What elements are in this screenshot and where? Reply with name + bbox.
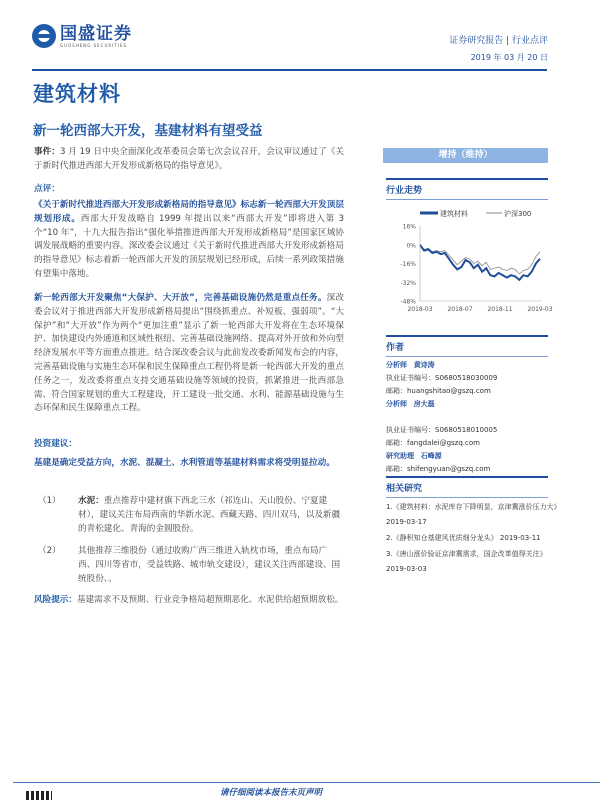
header-divider <box>32 69 547 71</box>
cert-label: 执业证书编号： <box>386 426 435 434</box>
author-2-cert <box>386 425 497 435</box>
para2-text: 深改委会议对于推进西部大开发形成新格局提出“围绕抓重点、补短板、强弱项”。“大保护”和“大开放”作为两个“更加注重”显示了新一轮西部大开发将在生态环境保护、加快建设内外通道和区域性枢纽、完善基础设施网络、提高对外开放和外向型经济发展水平等方面重点推进。结合深改委会议与此前发改委新闻发布会的内容，完善基础设施与实施生态环保和民生保障重点工程仍将是新一轮西部大开发的重点任务之一，发改委将重点支持交通基础设施等领域的投资，抓紧推进一批西部急需、符合国家规划的重大工程建设，开工建设一批交通、水利、能源基础设施与生态环保和民生保障重点工程。 <box>34 293 344 414</box>
logo-en: GUOSHENG SECURITIES <box>60 42 128 48</box>
related-item-2[interactable] <box>386 533 541 543</box>
trend-top-rule <box>386 178 548 180</box>
author-1-mail[interactable] <box>386 386 491 396</box>
logo-mark-icon <box>32 24 56 48</box>
x-tick-label: 2019-03 <box>527 306 553 313</box>
author-2-mail[interactable] <box>386 438 480 448</box>
item-number: （1） <box>38 496 61 506</box>
x-tick-label: 2018-11 <box>487 306 513 313</box>
footer-disclaimer: 请仔细阅读本报告末页声明 <box>220 788 323 798</box>
recommend-item-1 <box>34 494 344 536</box>
item-text: 其他推荐三维股份（通过收购广西三维进入轨枕市场，重点布局广西、四川等省市，受益铁路、城市轨交建设），建议关注西部建设、国统股份、。 <box>78 546 341 584</box>
item-text: 重点推荐中建材旗下西北三水（祁连山、天山股份、宁夏建材），建议关注布局西南的华新水泥、西藏天路、四川双马，以及新疆的青松建化、青海的金圆股份。 <box>78 496 341 534</box>
para2-highlight: 新一轮西部大开发聚焦“大保护、大开放”，完善基础设施仍然是重点任务。 <box>34 293 327 303</box>
event-text: 3 月 19 日中央全面深化改革委员会第七次会议召开，会议审议通过了《关于新时代推进西部大开发形成新格局的指导意见》。 <box>34 147 344 171</box>
author-1-cert <box>386 373 497 383</box>
author-role: 研究助理 <box>386 452 414 460</box>
event-paragraph <box>34 146 344 174</box>
invest-label: 投资建议： <box>34 439 77 449</box>
author-role: 分析师 <box>386 400 407 408</box>
paragraph-2 <box>34 292 344 416</box>
risk-paragraph <box>34 594 344 608</box>
related-title: 相关研究 <box>386 481 548 498</box>
related-date-3: 2019-03-03 <box>386 565 427 573</box>
comment-label: 点评： <box>34 184 60 194</box>
rating-badge: 增持（维持） <box>383 148 548 163</box>
related-item-3[interactable]: 3.《唐山涨价验证京津冀需求，国企改革值得关注》 <box>386 550 547 558</box>
sector-title: 建筑材料 <box>33 82 121 106</box>
y-tick-label: -48% <box>400 298 416 306</box>
report-date: 2019 年 03 月 20 日 <box>470 53 548 62</box>
mail-label: 邮箱： <box>386 465 407 473</box>
authors-top-rule <box>386 335 548 337</box>
author-name: 黄诗涛 <box>413 361 435 369</box>
report-type: 证券研究报告 | 行业点评 <box>449 36 548 46</box>
recommend-item-2 <box>34 544 344 586</box>
related-item-1[interactable]: 1.《建筑材料：水泥库存下降明显，京津冀涨价压力大》 <box>386 503 561 511</box>
author-name: 房大磊 <box>413 400 435 408</box>
author-1 <box>386 360 435 370</box>
related-title-2[interactable]: 2.《静积知仓基建风优质细分龙头》 <box>386 534 498 542</box>
mail-link[interactable]: shifengyuan@gszq.com <box>407 465 491 473</box>
item-key: 水泥： <box>78 496 104 506</box>
author-role: 分析师 <box>386 361 407 369</box>
series-line-sector <box>420 245 540 280</box>
x-tick-label: 2018-07 <box>447 306 473 313</box>
legend-label-index: 沪深300 <box>504 210 532 218</box>
trend-title: 行业走势 <box>386 183 548 200</box>
report-title: 新一轮西部大开发，基建材料有望受益 <box>33 123 263 139</box>
cert-number: S0680518030009 <box>435 374 498 382</box>
para1-text: 西部大开发战略自 1999 年提出以来“西部大开发”即将进入第 3 个“10 年”，十九大报告指出“强化举措推进西部大开发形成新格局”是国家区域协调发展战略的重要内容。深改委会议通过《关于新时代推进西部大开发形成新格局的指导意见》标志着新一轮西部大开发的顶层规划已经形成，后续一系列政策措施有望集中落地。 <box>34 213 344 279</box>
invest-highlight: 基建是确定受益方向，水泥、混凝土、水利管道等基建材料需求将受明显拉动。 <box>34 458 335 468</box>
trend-chart <box>378 205 553 317</box>
para1-highlight: 《关于新时代推进西部大开发形成新格局的指导意见》标志新一轮西部大开发顶层规划形成。 <box>34 200 344 224</box>
related-date-1: 2019-03-17 <box>386 518 427 526</box>
x-tick-label: 2018-03 <box>407 306 433 313</box>
footer-divider <box>13 782 600 783</box>
y-tick-label: -16% <box>400 261 416 268</box>
y-tick-label: -32% <box>400 279 416 287</box>
logo-name: 国盛证券 <box>60 23 132 44</box>
paragraph-1 <box>34 199 344 282</box>
mail-link[interactable]: huangshitao@gszq.com <box>407 387 491 395</box>
risk-text: 基建需求不及预期、行业竞争格局超预期恶化、水泥供给超预期放松。 <box>76 595 344 605</box>
related-date-2: 2019-03-11 <box>499 534 541 542</box>
author-3-mail[interactable] <box>386 464 490 474</box>
mail-link[interactable]: fangdalei@gszq.com <box>407 439 480 447</box>
risk-label: 风险提示： <box>34 595 77 605</box>
cert-number: S0680518010005 <box>435 426 498 434</box>
cert-label: 执业证书编号： <box>386 374 435 382</box>
event-label: 事件： <box>34 147 60 157</box>
mail-label: 邮箱： <box>386 387 407 395</box>
y-tick-label: 0% <box>406 242 416 250</box>
author-2 <box>386 399 435 409</box>
qr-code-icon <box>26 791 52 800</box>
y-tick-label: 16% <box>402 223 416 231</box>
authors-title: 作者 <box>386 340 548 357</box>
mail-label: 邮箱： <box>386 439 407 447</box>
author-name: 石峰源 <box>420 452 442 460</box>
legend-label-sector: 建筑材料 <box>440 210 468 218</box>
company-logo <box>32 24 132 48</box>
author-3 <box>386 451 442 461</box>
related-top-rule <box>386 476 548 478</box>
item-number: （2） <box>38 546 61 556</box>
